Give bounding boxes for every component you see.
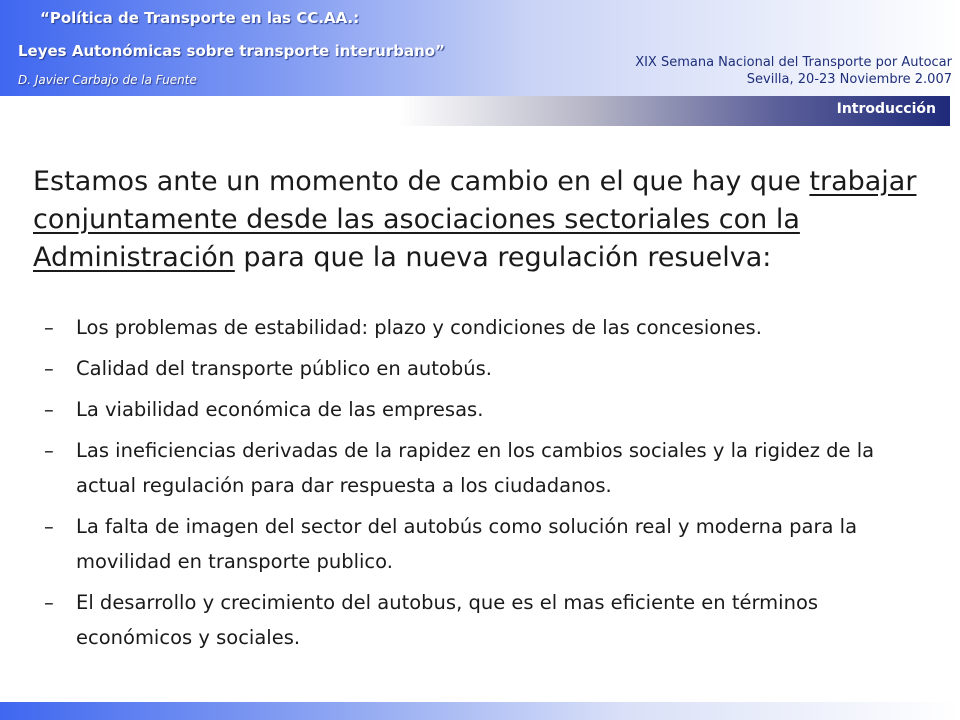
- intro-text-end: para que la nueva regulación resuelva:: [234, 242, 772, 273]
- event-location-date: Sevilla, 20-23 Noviembre 2.007: [746, 72, 952, 87]
- presentation-title-line2: Leyes Autonómicas sobre transporte interurbano”: [18, 42, 445, 60]
- list-item-text: Las ineficiencias derivadas de la rapidez en los cambios sociales y la rigidez de la actual regulación para dar respuesta a los ciudadanos.: [76, 439, 875, 497]
- issues-list: [44, 310, 924, 661]
- slide-footer-bar: [0, 702, 960, 720]
- list-item: [44, 433, 924, 503]
- event-name: XIX Semana Nacional del Transporte por Autocar: [635, 55, 952, 70]
- list-item-text: Los problemas de estabilidad: plazo y condiciones de las concesiones.: [76, 316, 762, 339]
- slide-header: [0, 0, 960, 96]
- presentation-title-line1: “Política de Transporte en las CC.AA.:: [40, 9, 360, 27]
- list-dash: –: [44, 316, 54, 339]
- list-item: [44, 351, 924, 386]
- section-bar: [0, 96, 950, 126]
- list-item: [44, 310, 924, 345]
- list-dash: –: [44, 591, 54, 614]
- intro-paragraph: [33, 163, 933, 277]
- list-dash: –: [44, 439, 54, 462]
- list-item-text: La viabilidad económica de las empresas.: [76, 398, 484, 421]
- list-dash: –: [44, 357, 54, 380]
- author-name: D. Javier Carbajo de la Fuente: [18, 73, 197, 87]
- list-item-text: Calidad del transporte público en autobús.: [76, 357, 492, 380]
- intro-text-start: Estamos ante un momento de cambio en el que hay que: [33, 166, 810, 197]
- section-label: Introducción: [836, 101, 936, 117]
- list-item: [44, 585, 924, 655]
- list-item: [44, 392, 924, 427]
- list-item-text: La falta de imagen del sector del autobús como solución real y moderna para la movilidad en transporte publico.: [76, 515, 858, 573]
- list-item-text: El desarrollo y crecimiento del autobus, que es el mas eficiente en términos económicos y sociales.: [76, 591, 819, 649]
- list-dash: –: [44, 515, 54, 538]
- event-info: [635, 54, 952, 88]
- list-item: [44, 509, 924, 579]
- intro-text-underlined: trabajar conjuntamente desde las asociaciones sectoriales con la Administración: [33, 166, 917, 273]
- list-dash: –: [44, 398, 54, 421]
